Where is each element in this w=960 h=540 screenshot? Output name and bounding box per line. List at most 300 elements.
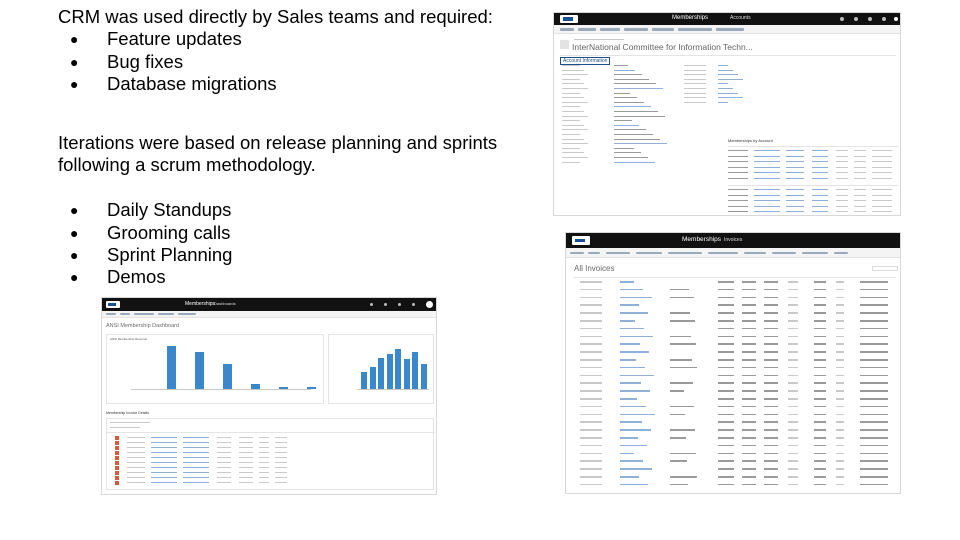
invoice-cell <box>788 476 798 478</box>
field-value <box>614 143 667 144</box>
invoice-cell <box>814 312 826 314</box>
grid-cell <box>127 437 145 438</box>
invoice-cell <box>788 312 798 314</box>
invoice-cell <box>620 429 651 431</box>
field-value <box>718 88 733 89</box>
chart-bar <box>378 358 384 389</box>
chart-bar <box>404 359 410 389</box>
chart-bar <box>421 364 427 389</box>
invoice-icon <box>115 471 119 475</box>
grid-cell <box>872 189 892 190</box>
record-avatar-icon <box>560 40 569 49</box>
grid-cell <box>275 467 287 468</box>
invoice-cell <box>670 414 685 416</box>
grid-cell <box>812 211 828 212</box>
invoice-cell <box>742 304 756 306</box>
grid-cell <box>259 442 269 443</box>
invoice-cell <box>788 297 798 299</box>
grid-cell <box>217 462 231 463</box>
invoice-cell <box>670 406 694 408</box>
field-label <box>684 97 706 98</box>
invoice-cell <box>860 453 888 455</box>
invoice-cell <box>580 421 602 423</box>
field-label <box>562 79 580 80</box>
grid-cell <box>728 156 748 157</box>
invoice-cell <box>742 336 756 338</box>
invoice-cell <box>718 359 734 361</box>
grid-cell <box>836 161 848 162</box>
invoice-cell <box>742 453 756 455</box>
grid-cell <box>275 477 287 478</box>
search-icon[interactable] <box>840 17 844 21</box>
invoice-cell <box>788 367 798 369</box>
invoice-cell <box>836 421 844 423</box>
grid-cell <box>275 462 287 463</box>
grid-cell <box>151 462 177 463</box>
chart-bar <box>167 346 176 389</box>
grid-cell <box>259 452 269 453</box>
grid-cell <box>872 161 892 162</box>
invoice-cell <box>620 343 640 345</box>
invoice-cell <box>718 351 734 353</box>
grid-cell <box>854 167 866 168</box>
invoice-cell <box>620 437 638 439</box>
field-value <box>614 111 658 112</box>
grid-cell <box>151 447 177 448</box>
grid-header-line <box>728 146 898 147</box>
field-label <box>562 125 584 126</box>
invoice-cell <box>718 429 734 431</box>
invoice-cell <box>836 398 844 400</box>
invoice-cell <box>742 437 756 439</box>
field-label <box>562 65 580 66</box>
invoice-cell <box>814 421 826 423</box>
grid-cell <box>183 482 209 483</box>
invoice-cell <box>580 429 602 431</box>
invoice-cell <box>788 437 798 439</box>
invoice-cell <box>580 398 602 400</box>
grid-cell <box>872 211 892 212</box>
grid-cell <box>836 167 848 168</box>
grid-cell <box>872 172 892 173</box>
field-label <box>562 162 580 163</box>
list-item: ● Database migrations <box>58 73 497 95</box>
grid-cell <box>275 457 287 458</box>
grid-cell <box>854 178 866 179</box>
dashboard-title[interactable]: ANSI Membership Dashboard <box>106 323 180 329</box>
invoice-cell <box>860 445 888 447</box>
invoice-cell <box>860 312 888 314</box>
grid-cell <box>754 172 780 173</box>
invoice-cell <box>620 476 639 478</box>
invoice-cell <box>764 429 778 431</box>
grid-cell <box>728 206 748 207</box>
grid-cell <box>728 161 748 162</box>
invoice-cell <box>814 460 826 462</box>
add-icon[interactable] <box>854 17 858 21</box>
slide-text <box>58 6 497 289</box>
command-bar <box>102 311 436 318</box>
grid-cell <box>127 462 145 463</box>
invoice-cell <box>788 484 798 486</box>
grid-cell <box>786 211 804 212</box>
field-label <box>562 157 588 158</box>
grid-cell <box>275 482 287 483</box>
chart-title: ANSI Membership Revenue <box>110 337 148 341</box>
invoice-cell <box>860 328 888 330</box>
grid-cell <box>275 447 287 448</box>
grid-cell <box>812 206 828 207</box>
grid-cell <box>786 156 804 157</box>
grid-cell <box>728 150 748 151</box>
invoice-cell <box>742 460 756 462</box>
grid-cell <box>127 457 145 458</box>
invoice-cell <box>580 375 602 377</box>
invoice-cell <box>764 414 778 416</box>
invoice-cell <box>718 320 734 322</box>
crm-top-bar <box>566 233 900 248</box>
invoice-cell <box>836 406 844 408</box>
invoice-cell <box>718 468 734 470</box>
chart-bar <box>361 372 367 390</box>
invoice-cell <box>814 445 826 447</box>
grid-cell <box>217 472 231 473</box>
grid-header-line <box>728 185 898 186</box>
invoice-cell <box>580 406 602 408</box>
invoice-cell <box>620 336 653 338</box>
invoice-icon <box>115 466 119 470</box>
grid-cell <box>786 189 804 190</box>
invoice-cell <box>788 359 798 361</box>
grid-cell <box>754 161 780 162</box>
invoice-cell <box>620 406 646 408</box>
chart-bar <box>395 349 401 389</box>
invoice-cell <box>620 312 648 314</box>
invoice-cell <box>580 476 602 478</box>
help-icon[interactable] <box>412 303 415 306</box>
list-item: ● Demos <box>58 266 497 288</box>
invoice-cell <box>620 375 654 377</box>
grid-cell <box>259 457 269 458</box>
grid-cell <box>151 442 177 443</box>
grid-cell <box>728 189 748 190</box>
invoice-cell <box>860 429 888 431</box>
invoice-cell <box>764 398 778 400</box>
field-value <box>614 65 628 66</box>
invoice-cell <box>764 343 778 345</box>
invoice-cell <box>580 289 602 291</box>
grid-cell <box>754 178 780 179</box>
invoice-cell <box>764 468 778 470</box>
invoice-cell <box>718 289 734 291</box>
invoice-cell <box>788 328 798 330</box>
grid-cell <box>259 482 269 483</box>
grid-cell <box>854 195 866 196</box>
field-value <box>614 120 632 121</box>
invoice-cell <box>620 320 635 322</box>
grid-cell <box>786 206 804 207</box>
add-icon[interactable] <box>384 303 387 306</box>
invoice-cell <box>814 289 826 291</box>
invoice-cell <box>620 390 650 392</box>
invoice-cell <box>742 328 756 330</box>
help-icon[interactable] <box>882 17 886 21</box>
grid-cell <box>812 167 828 168</box>
breadcrumb: Dashboards <box>214 301 236 306</box>
invoice-cell <box>836 328 844 330</box>
invoice-cell <box>836 336 844 338</box>
invoice-cell <box>620 304 639 306</box>
grid-cell <box>259 462 269 463</box>
grid-cell <box>754 150 780 151</box>
intro-text: CRM was used directly by Sales teams and required: <box>58 6 493 27</box>
avatar[interactable] <box>894 17 898 21</box>
invoice-cell <box>742 429 756 431</box>
invoice-cell <box>788 382 798 384</box>
invoice-cell <box>670 484 688 486</box>
invoice-cell <box>580 453 602 455</box>
invoice-cell <box>788 468 798 470</box>
field-label <box>684 70 706 71</box>
invoice-cell <box>836 390 844 392</box>
field-label <box>684 65 706 66</box>
grid-cell <box>259 447 269 448</box>
field-value <box>718 97 743 98</box>
invoice-cell <box>860 398 888 400</box>
invoice-cell <box>580 367 602 369</box>
invoice-cell <box>670 437 686 439</box>
activities-list <box>58 199 497 289</box>
grid-cell <box>275 437 287 438</box>
invoice-cell <box>620 281 634 283</box>
list-item: ● Bug fixes <box>58 51 497 73</box>
invoice-cell <box>788 445 798 447</box>
grid-cell <box>728 195 748 196</box>
search-icon[interactable] <box>370 303 373 306</box>
invoice-cell <box>814 382 826 384</box>
invoice-cell <box>718 297 734 299</box>
grid-cell <box>786 172 804 173</box>
invoice-cell <box>788 336 798 338</box>
grid-cell <box>239 472 253 473</box>
invoice-cell <box>718 328 734 330</box>
invoice-cell <box>814 297 826 299</box>
field-value <box>614 129 646 130</box>
grid-cell <box>127 452 145 453</box>
grid-cell <box>239 437 253 438</box>
invoice-cell <box>860 476 888 478</box>
grid-cell <box>754 200 780 201</box>
grid-cell <box>217 482 231 483</box>
invoice-cell <box>860 468 888 470</box>
invoice-cell <box>718 453 734 455</box>
grid-cell <box>754 156 780 157</box>
field-value <box>614 83 656 84</box>
invoice-cell <box>580 460 602 462</box>
invoice-cell <box>814 359 826 361</box>
grid-cell <box>259 437 269 438</box>
grid-cell <box>754 195 780 196</box>
invoice-cell <box>860 460 888 462</box>
invoice-cell <box>814 476 826 478</box>
invoice-icon <box>115 481 119 485</box>
grid-cell <box>239 452 253 453</box>
grid-cell <box>259 467 269 468</box>
invoice-cell <box>580 336 602 338</box>
invoice-cell <box>814 328 826 330</box>
invoice-cell <box>860 281 888 283</box>
invoice-cell <box>670 320 695 322</box>
invoice-cell <box>670 460 687 462</box>
grid-cell <box>872 167 892 168</box>
grid-cell <box>217 442 231 443</box>
field-label <box>562 83 584 84</box>
invoice-cell <box>718 382 734 384</box>
invoice-cell <box>764 484 778 486</box>
grid-cell <box>854 156 866 157</box>
invoice-cell <box>788 281 798 283</box>
field-label <box>562 74 588 75</box>
invoice-cell <box>788 398 798 400</box>
grid-cell <box>854 211 866 212</box>
invoice-cell <box>860 421 888 423</box>
invoice-cell <box>670 297 694 299</box>
invoice-cell <box>580 382 602 384</box>
field-label <box>684 102 706 103</box>
field-value <box>614 97 637 98</box>
grid-cell <box>872 206 892 207</box>
field-label <box>562 148 580 149</box>
grid-cell <box>127 472 145 473</box>
field-label <box>562 134 580 135</box>
invoice-cell <box>742 351 756 353</box>
field-value <box>614 125 639 126</box>
invoice-cell <box>580 304 602 306</box>
grid-cell <box>854 161 866 162</box>
field-value <box>614 102 644 103</box>
invoice-cell <box>620 460 643 462</box>
chart-bar <box>387 354 393 389</box>
grid-cell <box>872 156 892 157</box>
invoice-cell <box>836 297 844 299</box>
grid-cell <box>151 437 177 438</box>
grid-cell <box>754 211 780 212</box>
invoice-cell <box>580 484 602 486</box>
field-value <box>718 70 733 71</box>
grid-cell <box>872 178 892 179</box>
invoice-cell <box>788 406 798 408</box>
invoice-cell <box>670 367 697 369</box>
tab-account-information[interactable]: Account Information <box>560 57 610 65</box>
invoice-cell <box>836 289 844 291</box>
settings-icon[interactable] <box>868 17 872 21</box>
app-title: Memberships <box>185 301 216 307</box>
invoice-cell <box>620 359 636 361</box>
invoice-icon <box>115 456 119 460</box>
invoice-cell <box>620 468 652 470</box>
grid-cell <box>786 195 804 196</box>
invoice-cell <box>764 437 778 439</box>
invoice-cell <box>742 312 756 314</box>
grid-cell <box>151 452 177 453</box>
grid-cell <box>183 447 209 448</box>
invoice-cell <box>860 484 888 486</box>
field-label <box>562 152 584 153</box>
field-value <box>718 65 728 66</box>
invoice-cell <box>620 367 645 369</box>
requirements-list <box>58 28 497 95</box>
grid-cell <box>836 156 848 157</box>
invoice-cell <box>836 382 844 384</box>
invoice-cell <box>764 460 778 462</box>
invoice-cell <box>788 304 798 306</box>
avatar[interactable] <box>426 301 433 308</box>
invoice-cell <box>620 289 643 291</box>
grid-cell <box>259 472 269 473</box>
invoice-icon <box>115 436 119 440</box>
invoice-cell <box>764 328 778 330</box>
grid-cell <box>151 482 177 483</box>
invoice-cell <box>580 328 602 330</box>
invoice-cell <box>742 359 756 361</box>
invoice-cell <box>860 437 888 439</box>
invoice-cell <box>718 304 734 306</box>
invoice-cell <box>836 476 844 478</box>
invoice-cell <box>764 359 778 361</box>
invoice-cell <box>742 320 756 322</box>
invoice-cell <box>860 367 888 369</box>
invoice-cell <box>764 421 778 423</box>
invoice-cell <box>670 289 689 291</box>
invoice-cell <box>764 297 778 299</box>
invoice-cell <box>580 281 602 283</box>
invoice-cell <box>814 390 826 392</box>
invoice-cell <box>764 320 778 322</box>
invoice-cell <box>580 297 602 299</box>
search-input[interactable] <box>872 266 898 271</box>
invoice-cell <box>860 343 888 345</box>
grid-cell <box>217 452 231 453</box>
invoice-cell <box>836 351 844 353</box>
invoice-cell <box>836 320 844 322</box>
invoice-cell <box>814 375 826 377</box>
second-chart-panel <box>328 334 434 404</box>
grid-cell <box>275 442 287 443</box>
invoice-cell <box>836 343 844 345</box>
grid-cell <box>728 211 748 212</box>
invoice-cell <box>860 289 888 291</box>
grid-cell <box>812 150 828 151</box>
grid-cell <box>239 477 253 478</box>
invoice-cell <box>764 390 778 392</box>
invoice-cell <box>836 429 844 431</box>
field-label <box>562 93 580 94</box>
invoice-cell <box>764 453 778 455</box>
field-value <box>614 88 663 89</box>
invoice-cell <box>670 312 690 314</box>
invoice-cell <box>836 367 844 369</box>
invoice-cell <box>742 390 756 392</box>
settings-icon[interactable] <box>398 303 401 306</box>
invoice-cell <box>836 281 844 283</box>
view-title[interactable]: All Invoices <box>574 264 615 273</box>
breadcrumb: Invoices <box>724 237 743 243</box>
field-value <box>718 93 738 94</box>
field-value <box>614 79 649 80</box>
chart-bar <box>370 367 376 390</box>
invoice-cell <box>860 414 888 416</box>
invoice-cell <box>742 406 756 408</box>
